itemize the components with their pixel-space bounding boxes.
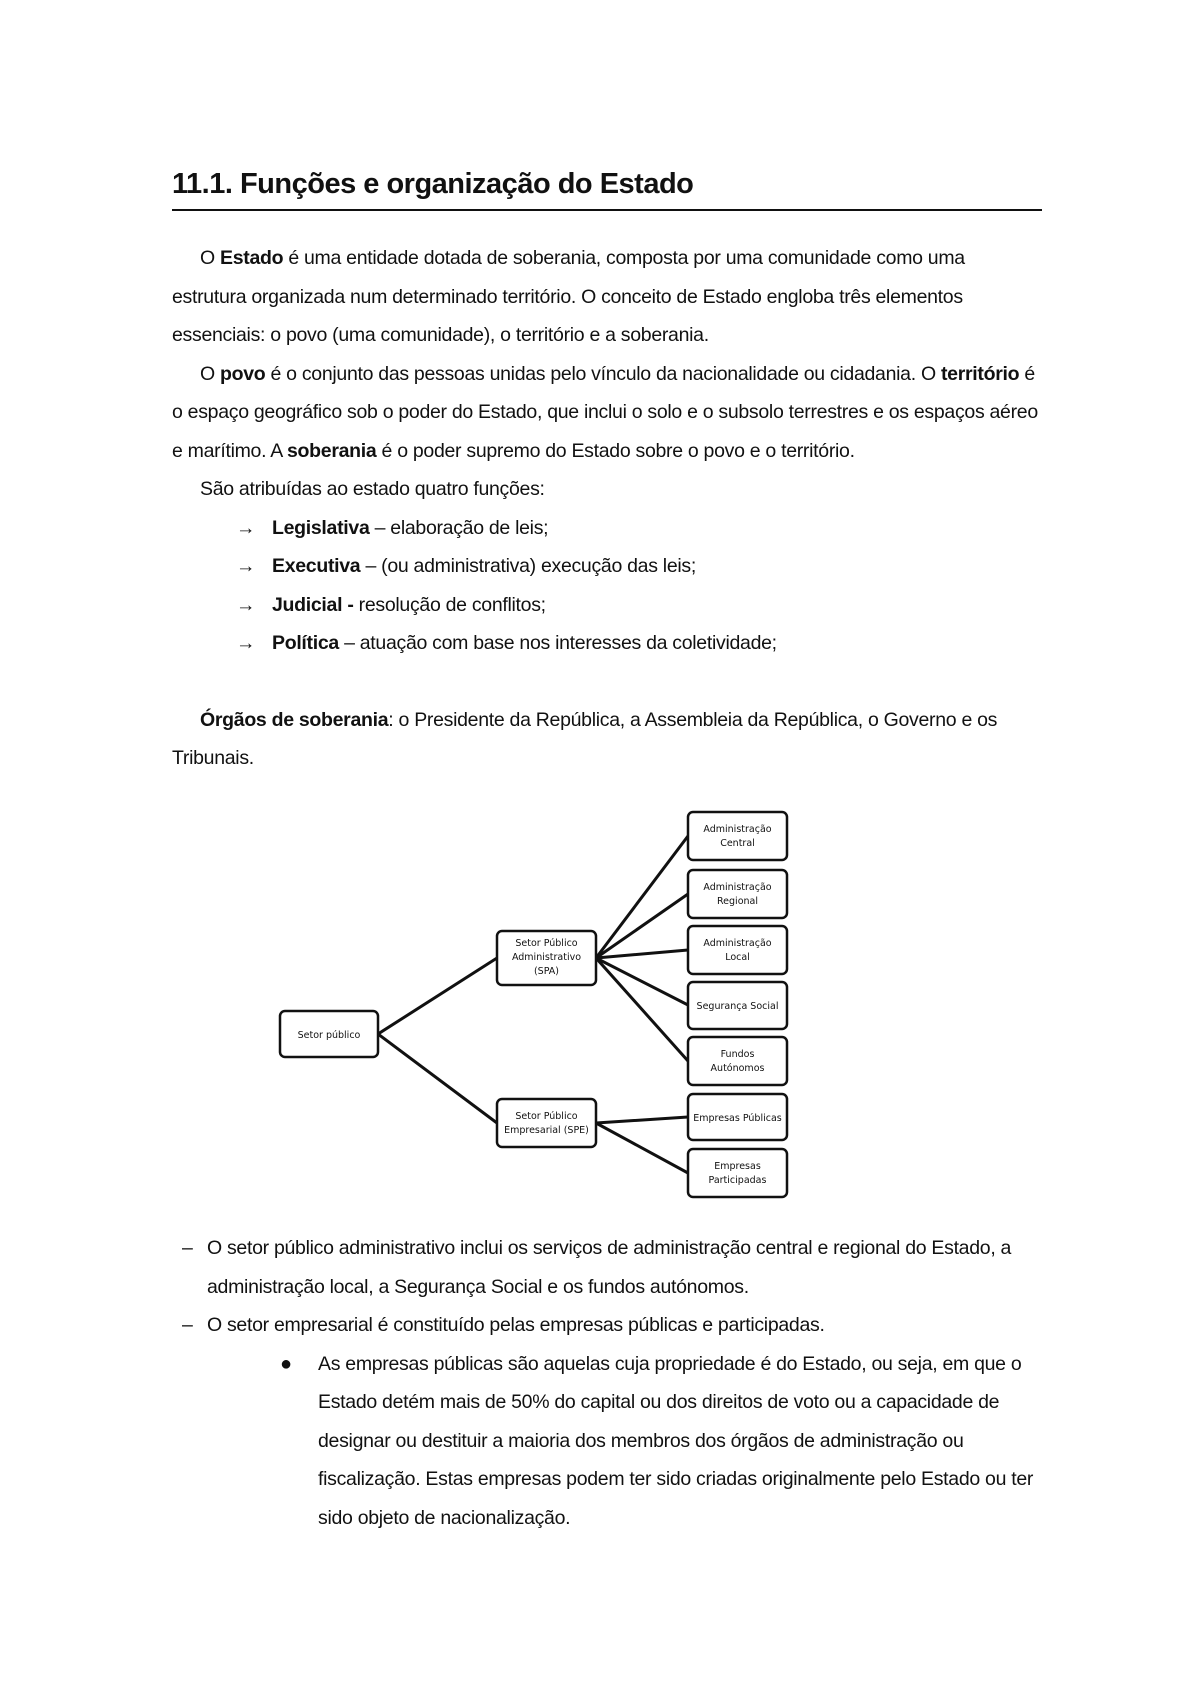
- node-seguranca-social: [688, 982, 787, 1029]
- bullet-icon: ●: [280, 1352, 292, 1375]
- dash-marker: –: [182, 1237, 193, 1259]
- term-orgaos: Órgãos de soberania: [200, 708, 389, 731]
- node-label: Segurança Social: [696, 1001, 779, 1012]
- p2-text-g: é o poder supremo do Estado sobre o povo e o território.: [376, 439, 855, 462]
- list-item-text: O setor empresarial é constituído pelas empresas públicas e participadas.: [207, 1314, 825, 1336]
- node-label: Setor público: [297, 1030, 361, 1041]
- term-territorio: território: [940, 362, 1020, 385]
- node-label: Setor Público: [515, 938, 578, 949]
- node-administracao-regional: [688, 870, 787, 918]
- p1-text-a: O: [200, 247, 220, 269]
- paragraph-funcoes: São atribuídas ao estado quatro funções:: [200, 478, 545, 500]
- node-label: Empresarial (SPE): [504, 1125, 589, 1136]
- term-estado: Estado: [220, 247, 284, 269]
- lower-text: [172, 1229, 1042, 1537]
- node-setor-publico: [280, 1011, 378, 1057]
- section-heading: 11.1. Funções e organização do Estado: [172, 168, 1042, 211]
- function-desc: – (ou administrativa) execução das leis;: [360, 555, 696, 577]
- p1-text-c: é uma entidade dotada de soberania, composta por uma comunidade como uma estrutura organizada num determinado território. O conceito de Estado engloba três elementos essenciais: o povo (uma comunidade), o território e a soberania.: [172, 247, 965, 346]
- list-item: [172, 1306, 1042, 1345]
- node-label: Regional: [717, 896, 758, 907]
- function-desc: resolução de conflitos;: [353, 593, 546, 616]
- node-empresas-publicas: [688, 1094, 787, 1140]
- dash-marker: –: [182, 1314, 193, 1336]
- connector-line: [378, 958, 497, 1034]
- connector-line: [596, 1117, 688, 1123]
- function-name: Judicial -: [272, 593, 354, 616]
- node-label: Empresas: [714, 1161, 761, 1172]
- list-item: [172, 1345, 1042, 1538]
- node-spe: [497, 1099, 596, 1147]
- node-administracao-local: [688, 926, 787, 974]
- node-label: Administração: [703, 938, 772, 949]
- node-spa: [497, 931, 596, 985]
- node-fundos-autonomos: [688, 1037, 787, 1085]
- function-name: Política: [272, 632, 339, 654]
- list-item-text: O setor público administrativo inclui os serviços de administração central e regional do Estado, a administração local, a Segurança Social e os fundos autónomos.: [207, 1237, 1012, 1298]
- connector-line: [596, 894, 688, 958]
- orgaos-text: : o Presidente da República, a Assembleia da República, o Governo e os Tribunais.: [172, 708, 998, 769]
- node-label: (SPA): [533, 966, 560, 977]
- node-label: Setor Público: [515, 1111, 578, 1122]
- connector-line: [596, 958, 688, 1005]
- term-soberania: soberania: [287, 439, 377, 462]
- node-label: Local: [725, 952, 750, 963]
- function-name: Executiva: [272, 555, 361, 577]
- node-label: Autónomos: [710, 1063, 765, 1074]
- list-item-text: As empresas públicas são aquelas cuja propriedade é do Estado, ou seja, em que o Estado detém mais de 50% do capital ou dos direitos de voto ou a capacidade de designar ou destituir a maioria dos membros dos órgãos de administração ou fiscalização. Estas empresas podem ter sido criadas originalmente pelo Estado ou ter sido objeto de nacionalização.: [318, 1352, 1034, 1529]
- node-label: Participadas: [708, 1175, 767, 1186]
- node-label: Administração: [703, 824, 772, 835]
- function-name: Legislativa: [272, 516, 370, 539]
- arrow-right-icon: →: [236, 555, 256, 577]
- arrow-right-icon: →: [236, 632, 256, 654]
- connector-line: [378, 1034, 497, 1123]
- node-label: Fundos: [720, 1049, 755, 1060]
- node-label: Administração: [703, 882, 772, 893]
- term-povo: povo: [220, 362, 266, 385]
- node-empresas-participadas: [688, 1149, 787, 1197]
- connector-line: [596, 836, 688, 958]
- node-label: Administrativo: [511, 952, 582, 963]
- node-label: Central: [720, 838, 755, 849]
- connector-line: [596, 958, 688, 1061]
- connector-line: [596, 950, 688, 958]
- function-desc: – atuação com base nos interesses da coletividade;: [338, 632, 777, 654]
- list-item: [172, 1229, 1042, 1306]
- connector-line: [596, 1123, 688, 1173]
- node-administracao-central: [688, 812, 787, 860]
- p2-text-e: é o espaço geográfico sob o poder do Estado, que inclui o solo e o subsolo terrestres e os espaços aéreo e marítimo. A: [172, 362, 1038, 462]
- p2-text-c: é o conjunto das pessoas unidas pelo vínculo da nacionalidade ou cidadania. O: [265, 362, 941, 385]
- node-label: Empresas Públicas: [693, 1113, 782, 1124]
- function-desc: – elaboração de leis;: [369, 516, 549, 539]
- arrow-right-icon: →: [236, 593, 256, 616]
- p2-text-a: O: [200, 362, 220, 385]
- arrow-right-icon: →: [236, 516, 256, 539]
